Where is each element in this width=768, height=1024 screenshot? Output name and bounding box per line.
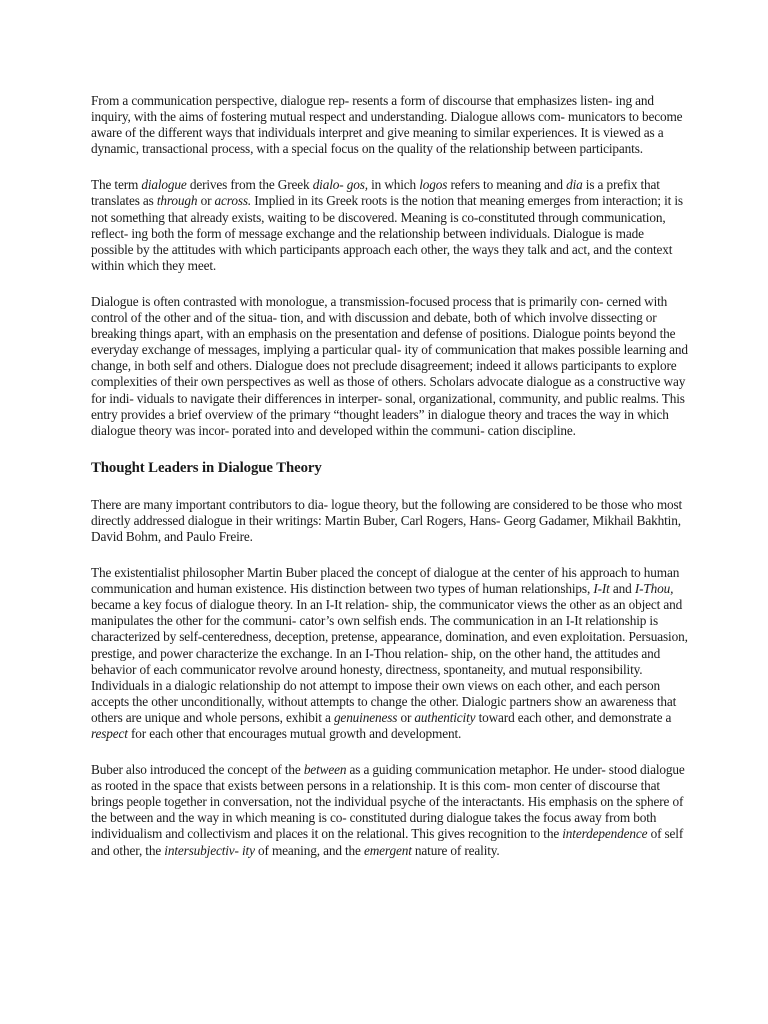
paragraph-1: From a communication perspective, dialogue rep- resents a form of discourse that emphasizes listen- ing and inquiry, with the aims of fostering mutual respect and understanding. Dialogue allows com- municators to become aware of the different ways that individuals interpret and give meaning to similar experiences. It is viewed as a dynamic, transactional process, with a special focus on the quality of the relationship between participants. — [91, 93, 683, 157]
paragraph-6: Buber also introduced the concept of the between as a guiding communication metaphor. He under- stood dialogue as rooted in the space that exists between persons in a relationship. It is this com- mon center of discourse that brings people together in conversation, not the individual psyche of the interactants. His emphasis on the sphere of the between and the way in which meaning is co- constituted during dialogue takes the focus away from both individualism and collectivism and places it on the relational. This gives recognition to the interdependence of self and other, the intersubjectiv- ity of meaning, and the emergent nature of reality. — [91, 762, 685, 858]
section-heading: Thought Leaders in Dialogue Theory — [91, 459, 322, 476]
paragraph-5: The existentialist philosopher Martin Buber placed the concept of dialogue at the center of his approach to human communication and human existence. His distinction between two types of human relationships, I-It and I-Thou, became a key focus of dialogue theory. In an I-It relation- ship, the communicator views the other as an object and manipulates the other for the communi- cator’s own selfish ends. The communication in an I-It relationship is characterized by self-centeredness, deception, pretense, appearance, domination, and even exploitation. Persuasion, prestige, and power characterize the exchange. In an I-Thou relation- ship, on the other hand, the attitudes and behavior of each communicator revolve around honesty, directness, spontaneity, and mutual responsibility. Individuals in a dialogic relationship do not attempt to impose their own views on each other, and each person accepts the other unconditionally, without attempts to change the other. Dialogic partners show an awareness that others are unique and whole persons, exhibit a genuineness or authenticity toward each other, and demonstrate a respect for each other that encourages mutual growth and development. — [91, 565, 688, 741]
paragraph-4: There are many important contributors to dia- logue theory, but the following are considered to be those who most directly addressed dialogue in their writings: Martin Buber, Carl Rogers, Hans- Georg Gadamer, Mikhail Bakhtin, David Bohm, and Paulo Freire. — [91, 496, 683, 544]
paragraph-3: Dialogue is often contrasted with monologue, a transmission-focused process that is primarily con- cerned with control of the other and of the situa- tion, and with discussion and debate, both of which involve dissecting or breaking things apart, with an emphasis on the presentation and defense of positions. Dialogue points beyond the everyday exchange of messages, implying a particular qual- ity of communication that makes possible learning and change, in both self and others. Dialogue does not preclude disagreement; indeed it allows participants to explore complexities of their own perspectives as well as those of others. Scholars advocate dialogue as a constructive way for indi- viduals to navigate their differences in interper- sonal, organizational, community, and public realms. This entry provides a brief overview of the primary “thought leaders” in dialogue theory and traces the way in which dialogue theory was incor- porated into and developed within the communi- cation discipline. — [91, 293, 688, 438]
paragraph-2: The term dialogue derives from the Greek dialo- gos, in which logos refers to meaning and dia is a prefix that translates as through or across. Implied in its Greek roots is the notion that meaning emerges from interaction; it is not something that already exists, waiting to be discovered. Meaning is co-constituted through communication, reflect- ing both the form of message exchange and the relationship between individuals. Dialogue is made possible by the attitudes with which participants approach each other, the ways they talk and act, and the context within which they meet. — [91, 177, 683, 273]
